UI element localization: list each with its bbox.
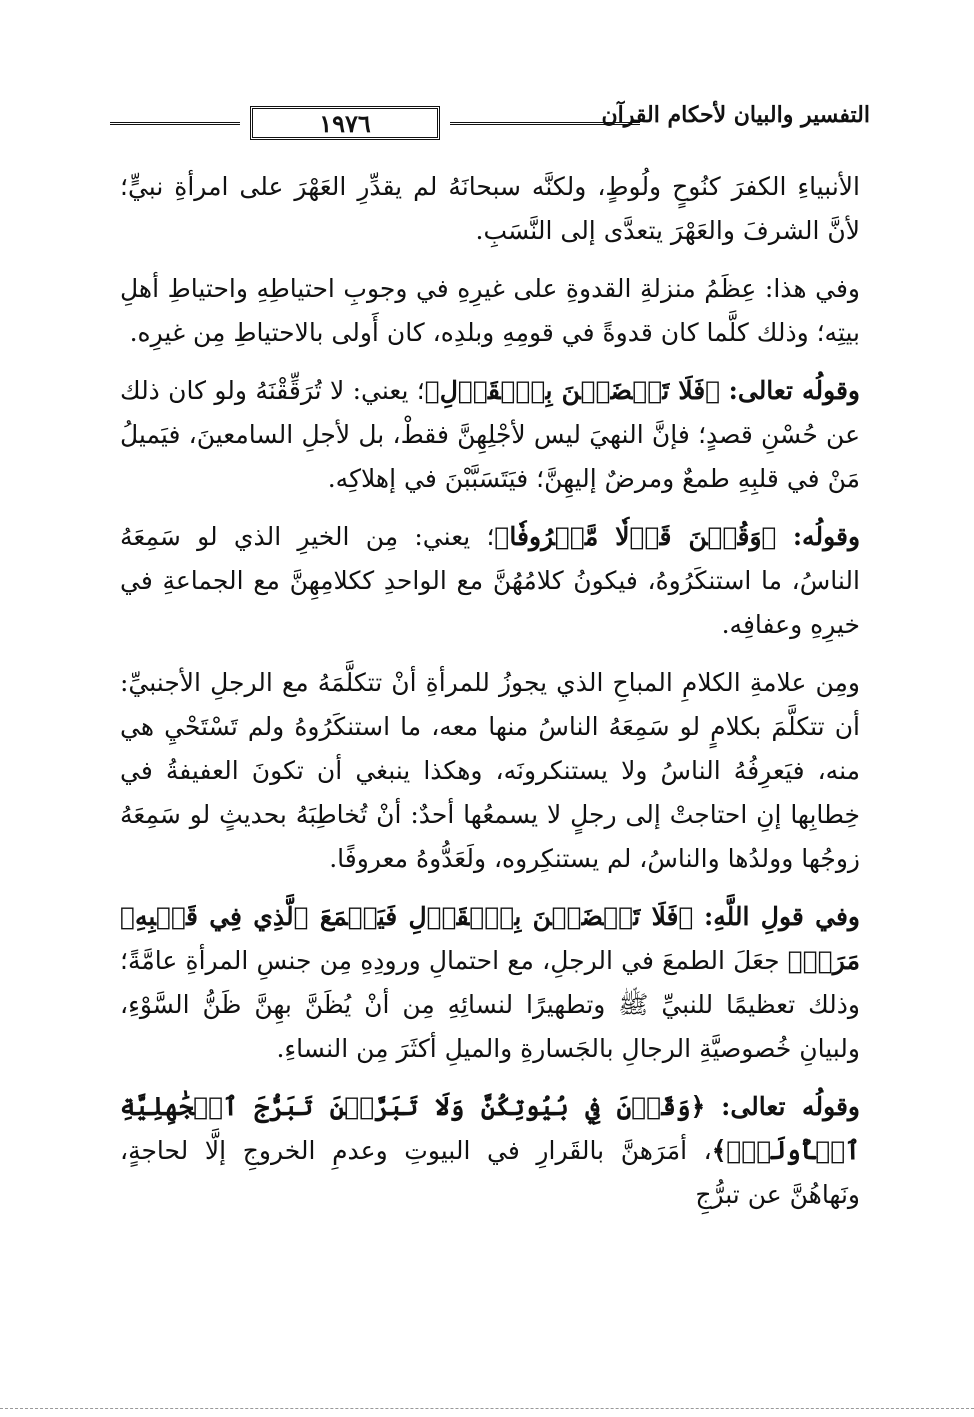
header-rule-left: [110, 122, 240, 125]
paragraph: [120, 895, 860, 1071]
scan-edge-line: [0, 1408, 974, 1409]
body-text: [120, 165, 860, 1231]
paragraph-text: ومِن علامةِ الكلامِ المباحِ الذي يجوزُ للمرأةِ أنْ تتكلَّمَهُ مع الرجلِ الأجنبيِّ: أن تتكلَّمَ بكلامٍ لو سَمِعَهُ الناسُ منها معه، ما استنكَرُوهُ ولم تَسْتَحْيِ هي منه، فيَعرِفُهُ الناسُ ولا يستنكرونَه، وهكذا ينبغي أن تكونَ العفيفةُ في خِطابِها إنِ احتاجتْ إلى رجلٍ لا يسمعُها أحدٌ: أنْ تُخاطِبَهُ بحديثٍ لو سَمِعَهُ زوجُها وولدُها والناسُ، لم يستنكِروه، ولَعَدُّوهُ معروفًا.: [120, 668, 860, 873]
paragraph-text: ؛ يعني: لا تُرَقِّقْنَهُ ولو كان ذلك عن حُسْنِ قصدٍ؛ فإنَّ النهيَ ليس لأجْلِهِنَّ فقطْ، بل لأجلِ السامعينَ، فيَميلُ مَنْ في قلبِهِ طمعٌ ومرضٌ إليهِنَّ؛ فيَتَسَبَّبْنَ في إهلاكِه.: [120, 376, 860, 493]
quran-quote: ﴿فَلَا تَخۡضَعۡنَ بِٱلۡقَوۡلِ﴾: [424, 376, 721, 405]
paragraph-text: ؛ يعني: مِن الخيرِ الذي لو سَمِعَهُ الناسُ، ما استنكَرُوهُ، فيكونُ كلامُهُنَّ مع الواحدِ ككلامِهِنَّ مع الجماعةِ في خيرِهِ وعفافِه.: [120, 522, 860, 639]
paragraph: [120, 267, 860, 355]
paragraph-lead: وفي قولِ اللَّهِ:: [704, 902, 860, 931]
header-rule-right: [450, 122, 640, 125]
page-number: ١٩٧٦: [250, 106, 440, 140]
quran-quote: ﴿فَلَا تَخۡضَعۡنَ بِٱلۡقَوۡلِ فَيَطۡمَعَ ٱلَّذِي فِي قَلۡبِهِۦ مَرَضٞ﴾: [120, 902, 860, 975]
paragraph-lead: وقولُه تعالى:: [721, 1092, 861, 1121]
paragraph-text: الأنبياءِ الكفرَ كنُوحٍ ولُوطٍ، ولكنَّه سبحانَهُ لم يقدِّرِ العَهْرَ على امرأةِ نبيٍّ؛ لأنَّ الشرفَ والعَهْرَ يتعدَّى إلى النَّسَبِ.: [120, 172, 860, 245]
paragraph-text: ، أمَرَهنَّ بالقَرارِ في البيوتِ وعدمِ الخروجِ إلَّا لحاجةٍ، ونَهاهُنَّ عن تبرُّجِ: [120, 1136, 860, 1209]
paragraph-text: وفي هذا: عِظَمُ منزلةِ القدوةِ على غيرِهِ في وجوبِ احتياطِهِ واحتياطِ أهلِ بيتِه؛ وذلك كلَّما كان قدوةً في قومِهِ وبلدِه، كان أَولى بالاحتياطِ مِن غيرِه.: [120, 274, 860, 347]
running-title: التفسير والبيان لأحكام القرآن: [601, 102, 870, 128]
quran-quote: ﴿وَقُلۡنَ قَوۡلٗا مَّعۡرُوفٗا﴾: [494, 522, 777, 551]
paragraph-lead: وقولُه:: [792, 522, 861, 551]
paragraph: [120, 369, 860, 501]
paragraph: [120, 661, 860, 881]
quran-quote: ﴿وَقَرۡنَ فِي بُيُوتِكُنَّ وَلَا تَبَرَّجۡنَ تَبَرُّجَ ٱلۡجَٰهِلِيَّةِ ٱلۡأُولَىٰۖ﴾: [120, 1092, 860, 1165]
paragraph-text: جعَلَ الطمعَ في الرجلِ، مع احتمالِ ورودِهِ مِن جنسِ المرأةِ عامَّةً؛ وذلك تعظيمًا للنبيِّ ﷺ وتطهيرًا لنسائِهِ مِن أنْ يُظَنَّ بهِنَّ ظَنُّ السَّوْءِ، ولبيانِ خُصوصيَّةِ الرجالِ بالجَسارةِ والميلِ أكثَرَ مِن النساءِ.: [120, 946, 860, 1063]
paragraph: [120, 165, 860, 253]
paragraph-lead: وقولُه تعالى:: [728, 376, 861, 405]
page-header: [110, 100, 870, 146]
paragraph: [120, 515, 860, 647]
paragraph: [120, 1085, 860, 1217]
